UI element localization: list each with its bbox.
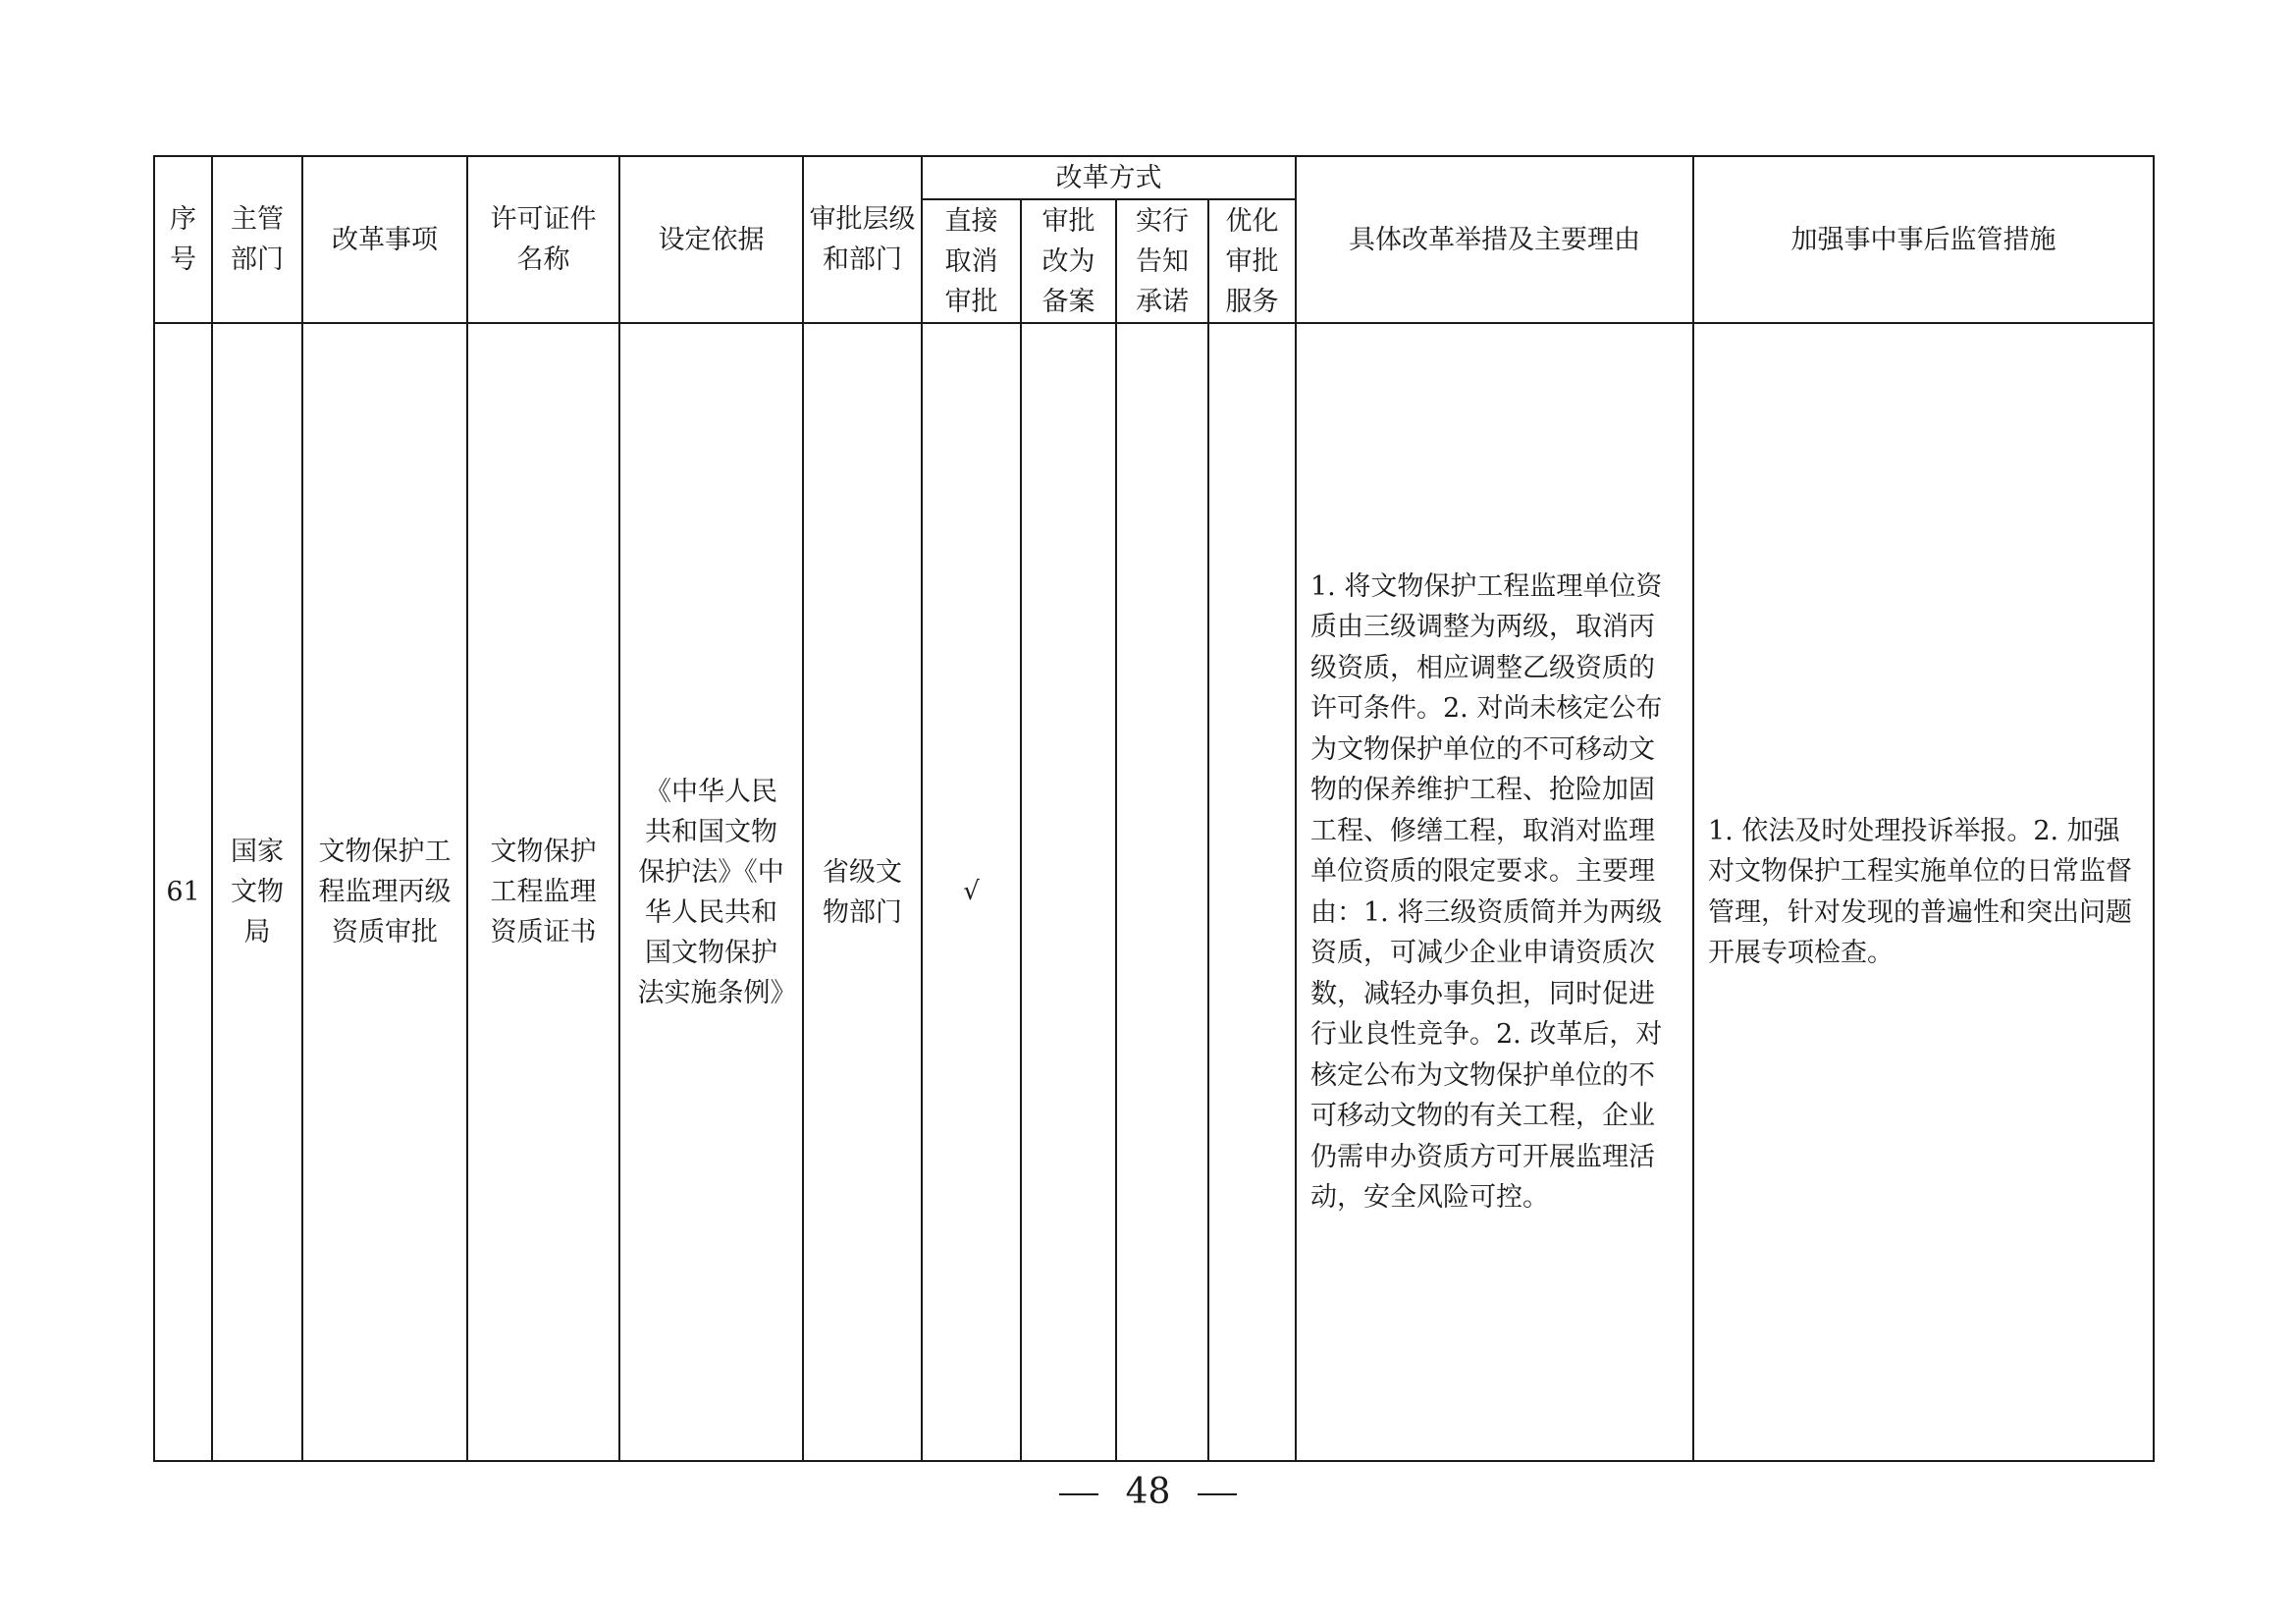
page-number	[0, 1471, 2296, 1514]
page-number-text: 48	[1125, 1472, 1171, 1512]
header-approval-level: 审批层级和部门	[803, 156, 922, 323]
cell-approval-level: 省级文物部门	[803, 323, 922, 1461]
header-license-name: 许可证件名称	[467, 156, 619, 323]
header-department: 主管部门	[212, 156, 302, 323]
header-method-notify: 实行告知承诺	[1116, 199, 1208, 323]
cell-department: 国家文物局	[212, 323, 302, 1461]
header-reform-item: 改革事项	[302, 156, 467, 323]
cell-method-notify	[1116, 323, 1208, 1461]
header-basis: 设定依据	[619, 156, 803, 323]
cell-method-cancel	[922, 323, 1021, 1461]
header-method-cancel: 直接取消审批	[922, 199, 1021, 323]
header-reform-method-group: 改革方式	[922, 156, 1296, 199]
header-row-top	[154, 156, 2154, 199]
cell-basis: 《中华人民共和国文物保护法》《中华人民共和国文物保护法实施条例》	[619, 323, 803, 1461]
cell-reform-item: 文物保护工程监理丙级资质审批	[302, 323, 467, 1461]
page-number-dash-right	[1198, 1493, 1237, 1495]
table-row	[154, 323, 2154, 1461]
cell-method-optimize	[1208, 323, 1296, 1461]
cell-license-name: 文物保护工程监理资质证书	[467, 323, 619, 1461]
cell-measures: 1. 将文物保护工程监理单位资质由三级调整为两级，取消丙级资质，相应调整乙级资质的许可条件。2. 对尚未核定公布为文物保护单位的不可移动文物的保养维护工程、抢险加固工程、修缮工程，取消对监理单位资质的限定要求。主要理由：1. 将三级资质简并为两级资质，可减少企业申请资质次数，减轻办事负担，同时促进行业良性竞争。2. 改革后，对核定公布为文物保护单位的不可移动文物的有关工程，企业仍需申办资质方可开展监理活动，安全风险可控。	[1296, 323, 1693, 1461]
header-seq: 序号	[154, 156, 212, 323]
cell-seq: 61	[154, 323, 212, 1461]
header-supervision: 加强事中事后监管措施	[1693, 156, 2154, 323]
page-number-dash-left	[1059, 1493, 1098, 1495]
cell-supervision: 1. 依法及时处理投诉举报。2. 加强对文物保护工程实施单位的日常监督管理，针对发现的普遍性和突出问题开展专项检查。	[1693, 323, 2154, 1461]
reform-table	[153, 155, 2155, 1462]
cell-method-record	[1021, 323, 1116, 1461]
header-measures: 具体改革举措及主要理由	[1296, 156, 1693, 323]
header-method-record: 审批改为备案	[1021, 199, 1116, 323]
check-mark-icon: √	[963, 877, 980, 906]
header-method-optimize: 优化审批服务	[1208, 199, 1296, 323]
